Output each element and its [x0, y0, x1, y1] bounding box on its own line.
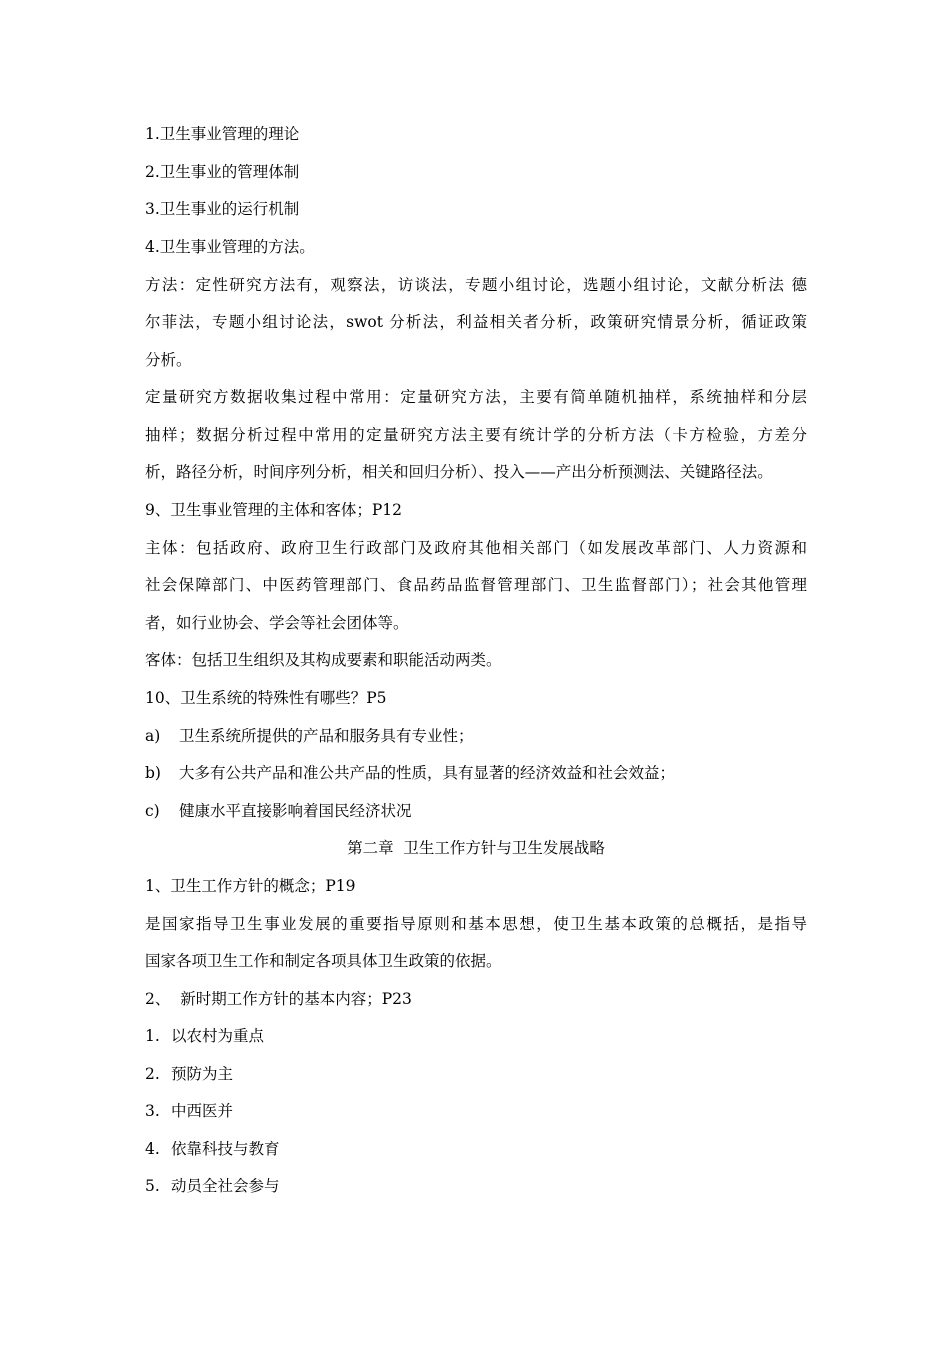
- methods-paragraph-line: 尔菲法，专题小组讨论法，swot 分析法，利益相关者分析，政策研究情景分析，循证政策: [145, 313, 807, 331]
- list-item: [145, 1064, 807, 1084]
- list-item: [145, 1101, 807, 1121]
- subject-paragraph-line: 主体：包括政府、政府卫生行政部门及政府其他相关部门（如发展改革部门、人力资源和: [145, 539, 807, 557]
- list-marker: 3.: [145, 1102, 160, 1120]
- chapter-title: 第二章 卫生工作方针与卫生发展战略: [347, 839, 605, 857]
- list-item: [145, 726, 807, 746]
- intro-list-item: 4.卫生事业管理的方法。: [145, 238, 315, 256]
- quantitative-paragraph-line: 抽样；数据分析过程中常用的定量研究方法主要有统计学的分析方法（卡方检验，方差分: [145, 426, 807, 444]
- subject-paragraph-line: 者，如行业协会、学会等社会团体等。: [145, 614, 409, 632]
- list-item-text: 动员全社会参与: [171, 1177, 280, 1195]
- intro-list-item: 1.卫生事业管理的理论: [145, 125, 300, 143]
- list-marker: a): [145, 727, 161, 745]
- quantitative-paragraph-line: 定量研究方数据收集过程中常用：定量研究方法，主要有简单随机抽样，系统抽样和分层: [145, 388, 807, 406]
- object-paragraph: 客体：包括卫生组织及其构成要素和职能活动两类。: [145, 651, 502, 669]
- list-item-text: 以农村为重点: [171, 1027, 265, 1045]
- question-9-heading: 9、卫生事业管理的主体和客体；P12: [145, 501, 403, 519]
- list-item-text: 健康水平直接影响着国民经济状况: [179, 802, 412, 820]
- quantitative-paragraph-line: 析，路径分析，时间序列分析，相关和回归分析）、投入——产出分析预测法、关键路径法。: [145, 463, 773, 481]
- list-item: [145, 1026, 807, 1046]
- list-item: [145, 763, 807, 783]
- question-10-heading: 10、卫生系统的特殊性有哪些？P5: [145, 689, 387, 707]
- methods-paragraph-line: 分析。: [145, 351, 192, 369]
- list-marker: 1.: [145, 1027, 160, 1045]
- intro-list-item: 2.卫生事业的管理体制: [145, 163, 300, 181]
- methods-paragraph-line: 方法：定性研究方法有，观察法，访谈法，专题小组讨论，选题小组讨论，文献分析法 德: [145, 276, 807, 294]
- list-item-text: 卫生系统所提供的产品和服务具有专业性；: [179, 727, 474, 745]
- list-marker: c): [145, 802, 160, 820]
- intro-list-item: 3.卫生事业的运行机制: [145, 200, 300, 218]
- list-item: [145, 1176, 807, 1196]
- definition-paragraph-line: 是国家指导卫生事业发展的重要指导原则和基本思想，使卫生基本政策的总概括，是指导: [145, 915, 807, 933]
- list-item-text: 中西医并: [171, 1102, 234, 1120]
- list-item: [145, 801, 807, 821]
- list-item: [145, 1139, 807, 1159]
- list-item-text: 预防为主: [171, 1065, 234, 1083]
- list-marker: 5.: [145, 1177, 160, 1195]
- list-marker: 2.: [145, 1065, 160, 1083]
- subject-paragraph-line: 社会保障部门、中医药管理部门、食品药品监督管理部门、卫生监督部门）；社会其他管理: [145, 576, 807, 594]
- chapter2-question-1-heading: 1、卫生工作方针的概念；P19: [145, 877, 356, 895]
- chapter2-question-2-heading: 2、 新时期工作方针的基本内容；P23: [145, 990, 412, 1008]
- list-marker: 4.: [145, 1140, 160, 1158]
- list-item-text: 依靠科技与教育: [171, 1140, 280, 1158]
- list-marker: b): [145, 764, 161, 782]
- list-item-text: 大多有公共产品和准公共产品的性质，具有显著的经济效益和社会效益；: [179, 764, 676, 782]
- definition-paragraph-line: 国家各项卫生工作和制定各项具体卫生政策的依据。: [145, 952, 502, 970]
